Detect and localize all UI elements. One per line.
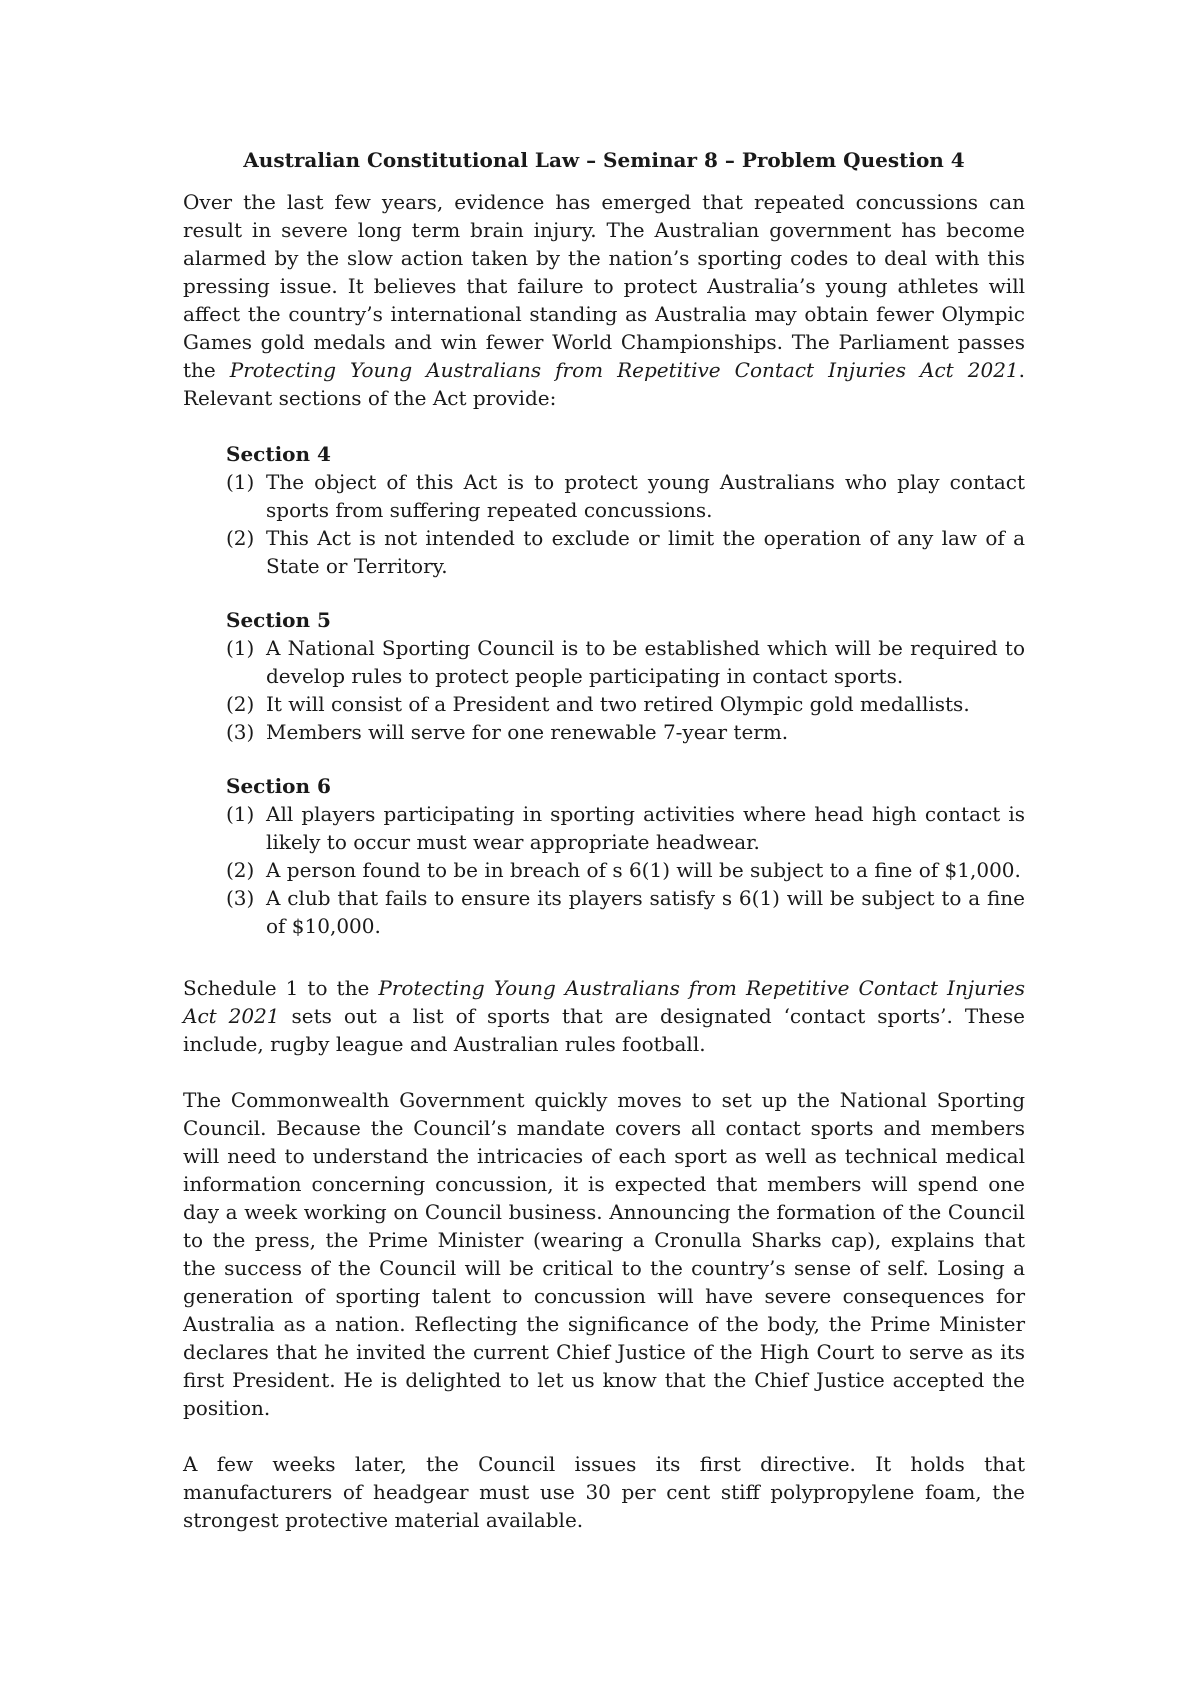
clause-item bbox=[226, 524, 1025, 580]
schedule-text-start: Schedule 1 to the bbox=[183, 976, 379, 1000]
clause-text: All players participating in sporting activities where head high contact is likely to occur must wear appropriate headwear. bbox=[266, 802, 1025, 854]
clause-item bbox=[226, 690, 1025, 718]
clause-text: The object of this Act is to protect young Australians who play contact sports from suffering repeated concussions. bbox=[266, 470, 1025, 522]
clause-item bbox=[226, 634, 1025, 690]
directive-paragraph: A few weeks later, the Council issues its first directive. It holds that manufacturers of headgear must use 30 per cent stiff polypropylene foam, the strongest protective material available. bbox=[183, 1452, 1025, 1532]
clause-item bbox=[226, 884, 1025, 940]
schedule-paragraph bbox=[183, 974, 1025, 1058]
section-heading: Section 5 bbox=[226, 608, 331, 632]
clause-text: This Act is not intended to exclude or limit the operation of any law of a State or Territory. bbox=[266, 526, 1025, 578]
clause-text: A club that fails to ensure its players satisfy s 6(1) will be subject to a fine of $10,000. bbox=[266, 886, 1025, 938]
intro-text-end: . Relevant sections of the Act provide: bbox=[183, 358, 1025, 410]
clause-number: (1) bbox=[226, 802, 255, 826]
act-name-italic: Protecting Young Australians from Repetitive Contact Injuries Act 2021 bbox=[229, 358, 1019, 382]
document-page bbox=[183, 146, 1025, 1562]
document-title: Australian Constitutional Law – Seminar 8 – Problem Question 4 bbox=[243, 148, 965, 172]
clause-text: It will consist of a President and two retired Olympic gold medallists. bbox=[266, 692, 970, 716]
clause-number: (3) bbox=[226, 720, 255, 744]
clause-item bbox=[226, 800, 1025, 856]
clause-text: Members will serve for one renewable 7-year term. bbox=[266, 720, 789, 744]
clause-number: (3) bbox=[226, 886, 255, 910]
clause-item bbox=[226, 856, 1025, 884]
section-6 bbox=[226, 772, 1025, 940]
council-paragraph: The Commonwealth Government quickly moves to set up the National Sporting Council. Because the Council’s mandate covers all contact sports and members will need to understand the intricacies of each sport as well as technical medical information concerning concussion, it is expected that members will spend one day a week working on Council business. Announcing the formation of the Council to the press, the Prime Minister (wearing a Cronulla Sharks cap), explains that the success of the Council will be critical to the country’s sense of self. Losing a generation of sporting talent to concussion will have severe consequences for Australia as a nation. Reflecting the significance of the body, the Prime Minister declares that he invited the current Chief Justice of the High Court to serve as its first President. He is delighted to let us know that the Chief Justice accepted the position. bbox=[183, 1088, 1025, 1420]
clause-item bbox=[226, 718, 1025, 746]
clause-number: (1) bbox=[226, 470, 255, 494]
section-heading: Section 6 bbox=[226, 774, 331, 798]
clause-text: A person found to be in breach of s 6(1) will be subject to a fine of $1,000. bbox=[266, 858, 1021, 882]
section-4 bbox=[226, 440, 1025, 580]
clause-item bbox=[226, 468, 1025, 524]
section-heading: Section 4 bbox=[226, 442, 331, 466]
clause-number: (2) bbox=[226, 858, 255, 882]
intro-text-start: Over the last few years, evidence has emerged that repeated concussions can result in severe long term brain injury. The Australian government has become alarmed by the slow action taken by the nation’s sporting codes to deal with this pressing issue. It believes that failure to protect Australia’s young athletes will affect the country’s international standing as Australia may obtain fewer Olympic Games gold medals and win fewer World Championships. The Parliament passes the bbox=[183, 190, 1025, 382]
intro-paragraph bbox=[183, 188, 1025, 412]
clause-number: (2) bbox=[226, 526, 255, 550]
clause-text: A National Sporting Council is to be established which will be required to develop rules to protect people participating in contact sports. bbox=[266, 636, 1025, 688]
section-5 bbox=[226, 606, 1025, 746]
act-name-italic: Protecting Young Australians from Repetitive Contact Injuries Act 2021 bbox=[183, 976, 1025, 1028]
clause-number: (1) bbox=[226, 636, 255, 660]
schedule-text-end: sets out a list of sports that are designated ‘contact sports’. These include, rugby league and Australian rules football. bbox=[183, 1004, 1025, 1056]
clause-number: (2) bbox=[226, 692, 255, 716]
